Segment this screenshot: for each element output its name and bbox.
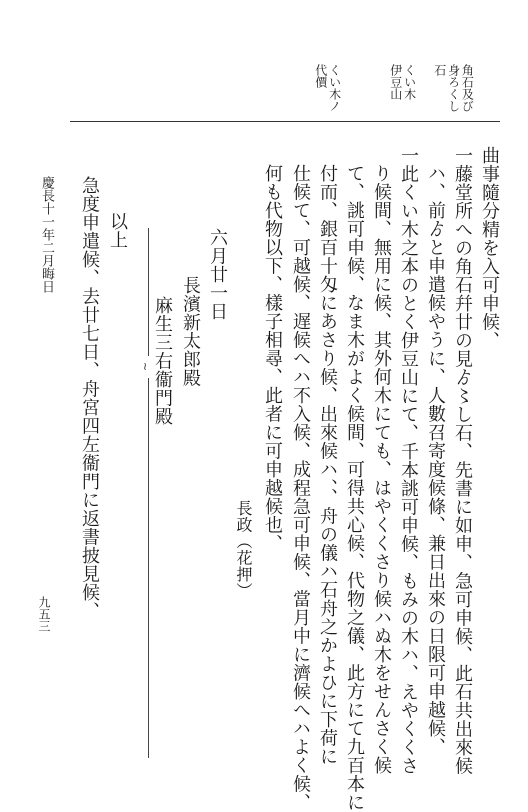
addressee-1: 長濱新太郎殿 xyxy=(180,276,201,387)
header-rule xyxy=(70,121,500,122)
body-line-1: 曲事隨分精を入可申候、 xyxy=(479,146,500,350)
addressee-2: 麻生三右衞門殿 xyxy=(152,296,173,426)
body-line-4: 一此くい木之本のとく伊豆山にて、千本誂可申候、もみの木ハ、えやくくさ xyxy=(398,146,419,775)
body-line-8: 仕候て、可越候、遅候へハ不入候、成程急可申候、當月中に濟候へハよく候、 xyxy=(290,164,311,812)
document-divider: ≀ xyxy=(140,228,158,758)
body-line-7: 付而、銀百十匁にあさり候、出來候ハ、、舟の儀ハ石舟之かよひに下荷に xyxy=(317,164,338,766)
margin-note-kuigi-price: くい木ノ 代價 xyxy=(313,64,342,112)
second-date: 慶長十一年二月晦日 xyxy=(39,176,54,293)
closing-ijo: 以上 xyxy=(107,212,128,249)
body-line-6: て、誂可申候、なま木がよく候間、可得共心候、代物之儀、此方にて九百本に xyxy=(344,164,365,812)
body-line-2: 一藤堂所への角石幷廿の見ゟ〻し石、先書に如申、急可申候、此石共出來候 xyxy=(452,146,473,775)
signature: 長政（花押） xyxy=(234,500,253,599)
second-line-1: 急度申遣候、去廿七日、舟宮四左衞門に返書披見候、 xyxy=(79,176,100,620)
margin-note-kakuishi: 角石及び 身ろくし 石 xyxy=(432,64,475,112)
page-number: 九五三 xyxy=(37,596,51,632)
letter-date: 六月廿一日 xyxy=(207,228,228,321)
body-line-9: 何も代物以下、樣子相尋、此者に可申越候也、 xyxy=(262,164,283,553)
body-line-3: ハ、前ゟと申遣候やうに、人數召寄度候條、兼日出來の日限可申越候、 xyxy=(425,164,446,756)
body-line-5: り候間、無用に候、其外何木にても、はやくくさり候ハぬ木をせんさく候 xyxy=(371,164,392,775)
margin-note-kuigi: くい木 伊豆山 xyxy=(388,64,417,100)
